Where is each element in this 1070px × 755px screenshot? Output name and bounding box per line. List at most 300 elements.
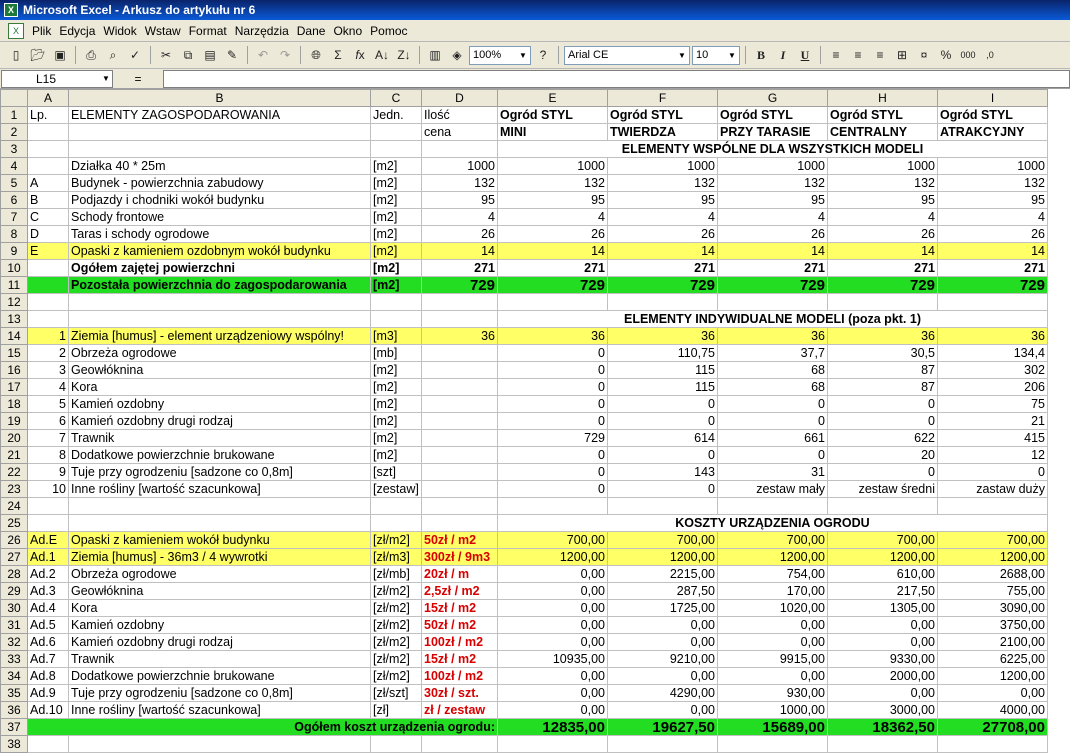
row-header[interactable]: 17: [1, 379, 28, 396]
sort-asc-icon[interactable]: A↓: [374, 48, 389, 62]
table-cell[interactable]: [422, 396, 498, 413]
table-cell[interactable]: 4290,00: [608, 685, 718, 702]
table-cell[interactable]: 271: [718, 260, 828, 277]
table-cell[interactable]: B: [28, 192, 69, 209]
table-cell[interactable]: [422, 498, 498, 515]
table-cell[interactable]: KOSZTY URZĄDZENIA OGRODU: [498, 515, 1048, 532]
table-cell[interactable]: Ad.3: [28, 583, 69, 600]
table-cell[interactable]: 0,00: [498, 600, 608, 617]
table-cell[interactable]: 0,00: [828, 617, 938, 634]
row-header[interactable]: 13: [1, 311, 28, 328]
table-cell[interactable]: ELEMENTY ZAGOSPODAROWANIA: [69, 107, 371, 124]
table-cell[interactable]: [mb]: [371, 345, 422, 362]
table-cell[interactable]: [m2]: [371, 158, 422, 175]
table-cell[interactable]: CENTRALNY: [828, 124, 938, 141]
print-preview-icon[interactable]: ⌕: [109, 47, 117, 62]
table-cell[interactable]: zestaw mały: [718, 481, 828, 498]
table-cell[interactable]: 68: [718, 362, 828, 379]
row-header[interactable]: 15: [1, 345, 28, 362]
table-cell[interactable]: 26: [938, 226, 1048, 243]
table-cell[interactable]: Ad.E: [28, 532, 69, 549]
table-cell[interactable]: 755,00: [938, 583, 1048, 600]
table-cell[interactable]: Tuje przy ogrodzeniu [sadzone co 0,8m]: [69, 685, 371, 702]
menu-narzedzia[interactable]: Narzędzia: [234, 23, 289, 38]
table-cell[interactable]: [zł/m2]: [371, 532, 422, 549]
table-cell[interactable]: 95: [718, 192, 828, 209]
table-cell[interactable]: [422, 430, 498, 447]
select-all-corner[interactable]: [1, 90, 28, 107]
table-cell[interactable]: [371, 294, 422, 311]
table-cell[interactable]: 0,00: [608, 668, 718, 685]
table-cell[interactable]: [m2]: [371, 430, 422, 447]
table-cell[interactable]: Dodatkowe powierzchnie brukowane: [69, 668, 371, 685]
table-cell[interactable]: 754,00: [718, 566, 828, 583]
table-cell[interactable]: E: [28, 243, 69, 260]
row-header[interactable]: 26: [1, 532, 28, 549]
table-cell[interactable]: 26: [498, 226, 608, 243]
table-cell[interactable]: 30,5: [828, 345, 938, 362]
help-icon[interactable]: ?: [539, 48, 547, 62]
table-cell[interactable]: 0,00: [608, 634, 718, 651]
table-cell[interactable]: [422, 413, 498, 430]
table-cell[interactable]: Ogród STYL: [828, 107, 938, 124]
table-cell[interactable]: [28, 294, 69, 311]
spelling-icon[interactable]: ✓: [129, 48, 141, 62]
table-cell[interactable]: 700,00: [938, 532, 1048, 549]
table-cell[interactable]: Trawnik: [69, 430, 371, 447]
table-cell[interactable]: 1000,00: [718, 702, 828, 719]
table-cell[interactable]: 271: [498, 260, 608, 277]
table-cell[interactable]: [zł/mb]: [371, 566, 422, 583]
table-cell[interactable]: 9210,00: [608, 651, 718, 668]
table-cell[interactable]: Taras i schody ogrodowe: [69, 226, 371, 243]
table-cell[interactable]: 36: [718, 328, 828, 345]
table-cell[interactable]: [m2]: [371, 243, 422, 260]
table-cell[interactable]: 14: [498, 243, 608, 260]
table-cell[interactable]: [371, 498, 422, 515]
table-cell[interactable]: Pozostała powierzchnia do zagospodarowania: [69, 277, 371, 294]
table-cell[interactable]: 110,75: [608, 345, 718, 362]
row-header[interactable]: 6: [1, 192, 28, 209]
table-cell[interactable]: 132: [828, 175, 938, 192]
table-cell[interactable]: C: [28, 209, 69, 226]
table-cell[interactable]: [28, 736, 69, 753]
table-cell[interactable]: 700,00: [498, 532, 608, 549]
table-cell[interactable]: 271: [938, 260, 1048, 277]
table-cell[interactable]: 0: [718, 413, 828, 430]
table-cell[interactable]: Ogród STYL: [608, 107, 718, 124]
table-cell[interactable]: [371, 124, 422, 141]
table-cell[interactable]: Trawnik: [69, 651, 371, 668]
table-cell[interactable]: 1020,00: [718, 600, 828, 617]
menu-widok[interactable]: Widok: [103, 23, 137, 38]
table-cell[interactable]: 1000: [422, 158, 498, 175]
table-cell[interactable]: Ogród STYL: [938, 107, 1048, 124]
table-cell[interactable]: 9915,00: [718, 651, 828, 668]
menu-wstaw[interactable]: Wstaw: [144, 23, 181, 38]
table-cell[interactable]: 0,00: [718, 617, 828, 634]
table-cell[interactable]: Kora: [69, 600, 371, 617]
table-cell[interactable]: 0,00: [498, 566, 608, 583]
table-cell[interactable]: 271: [828, 260, 938, 277]
row-header[interactable]: 20: [1, 430, 28, 447]
table-cell[interactable]: 132: [938, 175, 1048, 192]
table-cell[interactable]: Lp.: [28, 107, 69, 124]
column-header[interactable]: A: [28, 90, 69, 107]
row-header[interactable]: 2: [1, 124, 28, 141]
row-header[interactable]: 27: [1, 549, 28, 566]
table-cell[interactable]: 2688,00: [938, 566, 1048, 583]
table-cell[interactable]: Opaski z kamieniem wokół budynku: [69, 532, 371, 549]
table-cell[interactable]: [zł/m2]: [371, 651, 422, 668]
table-cell[interactable]: [371, 736, 422, 753]
table-cell[interactable]: [422, 447, 498, 464]
table-cell[interactable]: Ad.9: [28, 685, 69, 702]
table-cell[interactable]: [28, 124, 69, 141]
table-cell[interactable]: 4: [28, 379, 69, 396]
table-cell[interactable]: 271: [608, 260, 718, 277]
font-size-select[interactable]: [692, 46, 740, 65]
table-cell[interactable]: 95: [422, 192, 498, 209]
table-cell[interactable]: [m2]: [371, 362, 422, 379]
table-cell[interactable]: 610,00: [828, 566, 938, 583]
table-cell[interactable]: [m2]: [371, 413, 422, 430]
row-header[interactable]: 34: [1, 668, 28, 685]
table-cell[interactable]: Ziemia [humus] - element urządzeniowy wspólny!: [69, 328, 371, 345]
table-cell[interactable]: [718, 294, 828, 311]
table-cell[interactable]: 622: [828, 430, 938, 447]
table-cell[interactable]: 614: [608, 430, 718, 447]
table-cell[interactable]: Budynek - powierzchnia zabudowy: [69, 175, 371, 192]
table-cell[interactable]: Ogród STYL: [498, 107, 608, 124]
table-cell[interactable]: 26: [608, 226, 718, 243]
table-cell[interactable]: [28, 515, 69, 532]
table-cell[interactable]: Ad.5: [28, 617, 69, 634]
table-cell[interactable]: 36: [608, 328, 718, 345]
table-cell[interactable]: 271: [422, 260, 498, 277]
table-cell[interactable]: [zł/m2]: [371, 668, 422, 685]
table-cell[interactable]: 100zł / m2: [422, 668, 498, 685]
zoom-select[interactable]: [469, 46, 531, 65]
table-cell[interactable]: [422, 141, 498, 158]
table-cell[interactable]: 20: [828, 447, 938, 464]
table-cell[interactable]: zastaw duży: [938, 481, 1048, 498]
table-cell[interactable]: 75: [938, 396, 1048, 413]
table-cell[interactable]: 0: [828, 464, 938, 481]
table-cell[interactable]: 217,50: [828, 583, 938, 600]
table-cell[interactable]: 729: [498, 430, 608, 447]
font-select[interactable]: [564, 46, 690, 65]
table-cell[interactable]: [422, 294, 498, 311]
formula-input[interactable]: [163, 70, 1070, 88]
table-cell[interactable]: [718, 498, 828, 515]
table-cell[interactable]: [69, 311, 371, 328]
table-cell[interactable]: [422, 379, 498, 396]
save-icon[interactable]: ▣: [54, 48, 66, 62]
row-header[interactable]: 28: [1, 566, 28, 583]
row-header[interactable]: 16: [1, 362, 28, 379]
table-cell[interactable]: 95: [938, 192, 1048, 209]
table-cell[interactable]: Obrzeża ogrodowe: [69, 566, 371, 583]
table-cell[interactable]: Kamień ozdobny drugi rodzaj: [69, 634, 371, 651]
table-cell[interactable]: Kamień ozdobny: [69, 617, 371, 634]
table-cell[interactable]: Ad.6: [28, 634, 69, 651]
table-cell[interactable]: ELEMENTY WSPÓLNE DLA WSZYSTKICH MODELI: [498, 141, 1048, 158]
row-header[interactable]: 38: [1, 736, 28, 753]
menu-format[interactable]: Format: [188, 23, 227, 38]
table-cell[interactable]: Podjazdy i chodniki wokół budynku: [69, 192, 371, 209]
table-cell[interactable]: 1000: [828, 158, 938, 175]
row-header[interactable]: 31: [1, 617, 28, 634]
table-cell[interactable]: [828, 736, 938, 753]
table-cell[interactable]: [422, 464, 498, 481]
table-cell[interactable]: 2000,00: [828, 668, 938, 685]
table-cell[interactable]: 0,00: [828, 685, 938, 702]
table-cell[interactable]: [m2]: [371, 226, 422, 243]
percent-icon[interactable]: %: [940, 48, 952, 62]
table-cell[interactable]: 115: [608, 379, 718, 396]
table-cell[interactable]: [m2]: [371, 447, 422, 464]
row-header[interactable]: 1: [1, 107, 28, 124]
table-cell[interactable]: [zł]: [371, 702, 422, 719]
row-header[interactable]: 23: [1, 481, 28, 498]
table-cell[interactable]: Geowłóknina: [69, 362, 371, 379]
sort-desc-icon[interactable]: Z↓: [397, 48, 411, 62]
italic-icon[interactable]: I: [780, 47, 786, 62]
table-cell[interactable]: 0,00: [828, 634, 938, 651]
table-cell[interactable]: [m2]: [371, 192, 422, 209]
table-cell[interactable]: 30zł / szt.: [422, 685, 498, 702]
row-header[interactable]: 18: [1, 396, 28, 413]
table-cell[interactable]: 1200,00: [938, 549, 1048, 566]
row-header[interactable]: 12: [1, 294, 28, 311]
table-cell[interactable]: [zł/szt]: [371, 685, 422, 702]
table-cell[interactable]: 0: [938, 464, 1048, 481]
table-cell[interactable]: [m3]: [371, 328, 422, 345]
table-cell[interactable]: [938, 498, 1048, 515]
table-cell[interactable]: [828, 498, 938, 515]
table-cell[interactable]: 1200,00: [938, 668, 1048, 685]
table-cell[interactable]: 729: [828, 277, 938, 294]
table-cell[interactable]: [69, 498, 371, 515]
name-box[interactable]: [1, 70, 113, 88]
table-cell[interactable]: 0,00: [498, 685, 608, 702]
table-cell[interactable]: [69, 294, 371, 311]
table-cell[interactable]: [m2]: [371, 175, 422, 192]
table-cell[interactable]: [938, 736, 1048, 753]
row-header[interactable]: 7: [1, 209, 28, 226]
table-cell[interactable]: 0,00: [718, 668, 828, 685]
row-header[interactable]: 36: [1, 702, 28, 719]
table-cell[interactable]: [28, 260, 69, 277]
table-cell[interactable]: 15zł / m2: [422, 651, 498, 668]
table-cell[interactable]: 1200,00: [828, 549, 938, 566]
row-header[interactable]: 22: [1, 464, 28, 481]
table-cell[interactable]: 36: [422, 328, 498, 345]
table-cell[interactable]: [zł/m3]: [371, 549, 422, 566]
table-cell[interactable]: ELEMENTY INDYWIDUALNE MODELI (poza pkt. 1): [498, 311, 1048, 328]
function-icon[interactable]: f x: [355, 48, 365, 62]
table-cell[interactable]: Ogród STYL: [718, 107, 828, 124]
currency-icon[interactable]: ¤: [920, 48, 928, 62]
table-cell[interactable]: [371, 311, 422, 328]
table-cell[interactable]: [422, 481, 498, 498]
table-cell[interactable]: 0,00: [498, 702, 608, 719]
table-cell[interactable]: 729: [718, 277, 828, 294]
align-left-icon[interactable]: ≡: [832, 48, 840, 62]
table-cell[interactable]: 930,00: [718, 685, 828, 702]
table-cell[interactable]: [69, 141, 371, 158]
table-cell[interactable]: 1000: [498, 158, 608, 175]
table-cell[interactable]: 0: [608, 481, 718, 498]
table-cell[interactable]: 700,00: [828, 532, 938, 549]
table-cell[interactable]: 1725,00: [608, 600, 718, 617]
table-cell[interactable]: 87: [828, 379, 938, 396]
table-cell[interactable]: 95: [498, 192, 608, 209]
table-cell[interactable]: 31: [718, 464, 828, 481]
table-cell[interactable]: [zł/m2]: [371, 583, 422, 600]
table-cell[interactable]: 14: [718, 243, 828, 260]
table-cell[interactable]: Ad.2: [28, 566, 69, 583]
column-header[interactable]: C: [371, 90, 422, 107]
table-cell[interactable]: zł / zestaw: [422, 702, 498, 719]
table-cell[interactable]: 0: [498, 413, 608, 430]
table-cell[interactable]: Tuje przy ogrodzeniu [sadzone co 0,8m]: [69, 464, 371, 481]
table-cell[interactable]: 700,00: [718, 532, 828, 549]
table-cell[interactable]: 0: [828, 413, 938, 430]
paste-icon[interactable]: ▤: [204, 48, 216, 62]
table-cell[interactable]: 18362,50: [828, 719, 938, 736]
table-cell[interactable]: 36: [498, 328, 608, 345]
row-header[interactable]: 32: [1, 634, 28, 651]
column-header[interactable]: F: [608, 90, 718, 107]
table-cell[interactable]: 1000: [938, 158, 1048, 175]
column-header[interactable]: B: [69, 90, 371, 107]
table-cell[interactable]: 1000: [718, 158, 828, 175]
table-cell[interactable]: 50zł / m2: [422, 617, 498, 634]
table-cell[interactable]: Schody frontowe: [69, 209, 371, 226]
table-cell[interactable]: [608, 294, 718, 311]
format-painter-icon[interactable]: ✎: [226, 48, 238, 62]
table-cell[interactable]: 27708,00: [938, 719, 1048, 736]
table-cell[interactable]: 0: [498, 447, 608, 464]
print-icon[interactable]: ⎙: [86, 47, 96, 62]
table-cell[interactable]: Obrzeża ogrodowe: [69, 345, 371, 362]
row-header[interactable]: 25: [1, 515, 28, 532]
row-header[interactable]: 24: [1, 498, 28, 515]
row-header[interactable]: 5: [1, 175, 28, 192]
row-header[interactable]: 30: [1, 600, 28, 617]
table-cell[interactable]: [zestaw]: [371, 481, 422, 498]
table-cell[interactable]: [828, 294, 938, 311]
table-cell[interactable]: Działka 40 * 25m: [69, 158, 371, 175]
table-cell[interactable]: [69, 515, 371, 532]
menu-edycja[interactable]: Edycja: [59, 23, 96, 38]
table-cell[interactable]: 661: [718, 430, 828, 447]
table-cell[interactable]: 10: [28, 481, 69, 498]
table-cell[interactable]: [498, 736, 608, 753]
table-cell[interactable]: [498, 498, 608, 515]
table-cell[interactable]: 15689,00: [718, 719, 828, 736]
table-cell[interactable]: 700,00: [608, 532, 718, 549]
table-cell[interactable]: 7: [28, 430, 69, 447]
table-cell[interactable]: 0: [608, 447, 718, 464]
table-cell[interactable]: 4: [422, 209, 498, 226]
table-cell[interactable]: [69, 736, 371, 753]
table-cell[interactable]: 0: [498, 379, 608, 396]
menu-plik[interactable]: Plik: [32, 23, 52, 38]
column-header[interactable]: H: [828, 90, 938, 107]
table-cell[interactable]: Ad.8: [28, 668, 69, 685]
table-cell[interactable]: [422, 736, 498, 753]
row-header[interactable]: 33: [1, 651, 28, 668]
table-cell[interactable]: 287,50: [608, 583, 718, 600]
table-cell[interactable]: [28, 311, 69, 328]
hyperlink-icon[interactable]: 🌐︎: [311, 47, 321, 62]
table-cell[interactable]: [szt]: [371, 464, 422, 481]
table-cell[interactable]: 0: [498, 396, 608, 413]
table-cell[interactable]: 2100,00: [938, 634, 1048, 651]
column-header[interactable]: G: [718, 90, 828, 107]
table-cell[interactable]: TWIERDZA: [608, 124, 718, 141]
table-cell[interactable]: Ad.7: [28, 651, 69, 668]
table-cell[interactable]: 0,00: [718, 634, 828, 651]
thousands-icon[interactable]: 000: [960, 50, 976, 60]
table-cell[interactable]: [zł/m2]: [371, 617, 422, 634]
column-header[interactable]: D: [422, 90, 498, 107]
table-cell[interactable]: [608, 736, 718, 753]
table-cell[interactable]: Inne rośliny [wartość szacunkowa]: [69, 481, 371, 498]
table-cell[interactable]: 729: [422, 277, 498, 294]
row-header[interactable]: 35: [1, 685, 28, 702]
row-header[interactable]: 3: [1, 141, 28, 158]
table-cell[interactable]: 0: [608, 396, 718, 413]
table-cell[interactable]: 729: [608, 277, 718, 294]
table-cell[interactable]: [498, 294, 608, 311]
table-cell[interactable]: Ziemia [humus] - 36m3 / 4 wywrotki: [69, 549, 371, 566]
table-cell[interactable]: 15zł / m2: [422, 600, 498, 617]
table-cell[interactable]: 9: [28, 464, 69, 481]
table-cell[interactable]: 206: [938, 379, 1048, 396]
drawing-icon[interactable]: ◈: [452, 48, 462, 62]
cut-icon[interactable]: ✂: [160, 48, 172, 62]
table-cell[interactable]: [m2]: [371, 396, 422, 413]
table-cell[interactable]: 132: [498, 175, 608, 192]
table-cell[interactable]: 20zł / m: [422, 566, 498, 583]
table-cell[interactable]: 0: [608, 413, 718, 430]
table-cell[interactable]: [m2]: [371, 209, 422, 226]
table-cell[interactable]: 1200,00: [608, 549, 718, 566]
table-cell[interactable]: 3000,00: [828, 702, 938, 719]
table-cell[interactable]: 14: [828, 243, 938, 260]
row-header[interactable]: 10: [1, 260, 28, 277]
table-cell[interactable]: 6: [28, 413, 69, 430]
table-cell[interactable]: Jedn.: [371, 107, 422, 124]
table-cell[interactable]: 0: [498, 345, 608, 362]
table-cell[interactable]: [m2]: [371, 260, 422, 277]
table-cell[interactable]: [28, 158, 69, 175]
table-cell[interactable]: 2,5zł / m2: [422, 583, 498, 600]
table-cell[interactable]: 302: [938, 362, 1048, 379]
table-cell[interactable]: 12: [938, 447, 1048, 464]
table-cell[interactable]: 4: [938, 209, 1048, 226]
table-cell[interactable]: 0: [718, 447, 828, 464]
row-header[interactable]: 11: [1, 277, 28, 294]
column-header[interactable]: I: [938, 90, 1048, 107]
table-cell[interactable]: 10935,00: [498, 651, 608, 668]
table-cell[interactable]: [zł/m2]: [371, 634, 422, 651]
table-cell[interactable]: Kora: [69, 379, 371, 396]
